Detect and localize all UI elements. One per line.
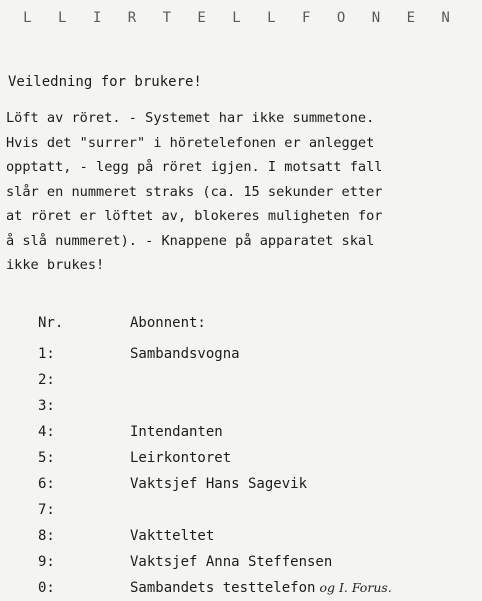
entry-number: 1: [38,346,55,362]
paragraph-line: slår en nummeret straks (ca. 15 sekunder etter [6,183,383,200]
entry-number: 2: [38,372,55,388]
entry-number: 3: [38,398,55,414]
directory-row [38,549,478,575]
entry-number: 8: [38,528,55,544]
paragraph-line: Löft av röret. - Systemet har ikke summetone. [6,110,375,126]
entry-subscriber: Intendanten [130,424,223,440]
directory-row [38,497,478,523]
entry-number: 5: [38,450,55,466]
entry-number: 4: [38,424,55,440]
entry-number: 7: [38,502,55,518]
directory-row [38,471,478,497]
entry-number: 6: [38,476,55,492]
entry-subscriber: Sambandets testtelefon [130,580,316,596]
entry-number: 9: [38,554,55,570]
phone-directory [38,341,478,601]
entry-number: 0: [38,580,55,596]
entry-subscriber: Vaktsjef Anna Steffensen [130,554,333,570]
paragraph-line: opptatt, - legg på röret igjen. I motsatt fall [6,159,383,175]
paragraph-line: Hvis det "surrer" i höretelefonen er anlegget [6,134,375,151]
directory-row [38,367,478,393]
directory-row [38,419,478,445]
entry-subscriber: Vaktsjef Hans Sagevik [130,476,308,492]
entry-subscriber: Sambandsvogna [130,346,240,362]
directory-row [38,575,478,601]
entry-subscriber: Vaktteltet [130,528,215,544]
instructions-heading: Veiledning for brukere! [8,74,202,90]
entry-subscriber: Leirkontoret [130,450,232,466]
entry-subscriber-with-note [130,575,392,601]
handwritten-note: og I. Forus. [319,580,392,595]
subscriber-column-header: Abonnent: [130,315,206,331]
directory-row [38,445,478,471]
paragraph-line: ikke brukes! [6,257,105,273]
paragraph-line: at röret er löftet av, blokeres muligheten for [6,208,383,224]
directory-row [38,341,478,367]
document-title: L L I R T E L L F O N E N [23,10,459,26]
paragraph-line: å slå nummeret). - Knappene på apparatet skal [6,232,375,249]
directory-row [38,523,478,549]
directory-row [38,393,478,419]
number-column-header: Nr. [38,315,64,331]
instructions-paragraph [6,106,478,278]
